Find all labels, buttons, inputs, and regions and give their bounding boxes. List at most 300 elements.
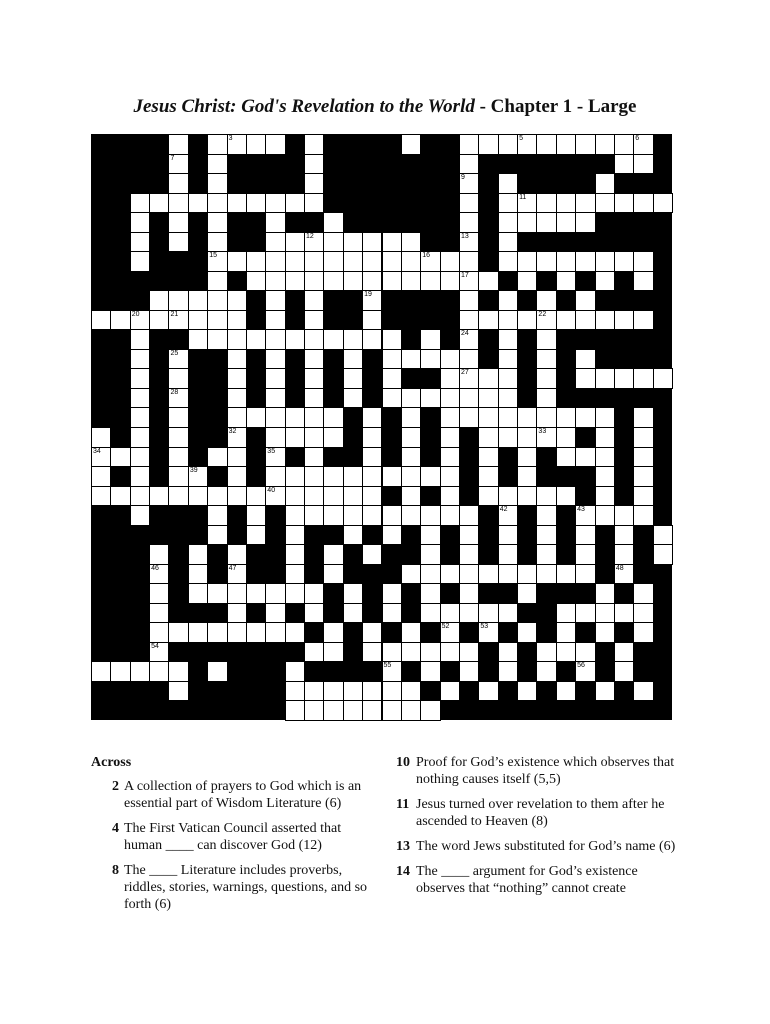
grid-cell[interactable] [459,661,479,682]
grid-cell[interactable] [517,447,537,468]
grid-cell[interactable] [304,583,324,604]
grid-cell[interactable] [265,134,285,155]
grid-cell[interactable] [168,310,188,331]
grid-cell[interactable] [440,447,460,468]
grid-cell[interactable] [440,466,460,487]
grid-cell[interactable] [265,427,285,448]
grid-cell[interactable] [304,407,324,428]
grid-cell[interactable] [149,544,169,565]
grid-cell[interactable] [91,466,111,487]
grid-cell[interactable] [420,603,440,624]
grid-cell[interactable] [478,603,498,624]
grid-cell[interactable] [149,603,169,624]
grid-cell[interactable] [575,564,595,585]
grid-cell[interactable] [420,700,440,721]
grid-cell[interactable] [420,388,440,409]
grid-cell[interactable] [323,700,343,721]
grid-cell[interactable] [440,388,460,409]
grid-cell[interactable] [343,388,363,409]
grid-cell[interactable] [575,603,595,624]
grid-cell[interactable] [227,388,247,409]
grid-cell[interactable] [149,193,169,214]
grid-cell[interactable] [188,544,208,565]
grid-cell[interactable] [633,271,653,292]
grid-cell[interactable] [323,486,343,507]
grid-cell[interactable] [323,544,343,565]
grid-cell[interactable] [343,349,363,370]
grid-cell[interactable] [459,583,479,604]
grid-cell[interactable] [227,329,247,350]
grid-cell[interactable] [653,368,673,389]
grid-cell[interactable] [130,310,150,331]
grid-cell[interactable] [227,290,247,311]
grid-cell[interactable] [498,173,518,194]
grid-cell[interactable] [382,661,402,682]
grid-cell[interactable] [401,622,421,643]
grid-cell[interactable] [362,466,382,487]
grid-cell[interactable] [343,486,363,507]
grid-cell[interactable] [653,193,673,214]
grid-cell[interactable] [149,642,169,663]
grid-cell[interactable] [556,447,576,468]
grid-cell[interactable] [168,388,188,409]
grid-cell[interactable] [246,329,266,350]
grid-cell[interactable] [362,271,382,292]
grid-cell[interactable] [498,290,518,311]
grid-cell[interactable] [130,232,150,253]
grid-cell[interactable] [633,154,653,175]
grid-cell[interactable] [246,525,266,546]
grid-cell[interactable] [478,368,498,389]
grid-cell[interactable] [536,388,556,409]
grid-cell[interactable] [130,193,150,214]
grid-cell[interactable] [498,349,518,370]
grid-cell[interactable] [285,329,305,350]
grid-cell[interactable] [401,466,421,487]
grid-cell[interactable] [653,544,673,565]
grid-cell[interactable] [382,505,402,526]
grid-cell[interactable] [265,388,285,409]
grid-cell[interactable] [420,349,440,370]
grid-cell[interactable] [401,134,421,155]
grid-cell[interactable] [401,642,421,663]
grid-cell[interactable] [595,271,615,292]
grid-cell[interactable] [459,173,479,194]
grid-cell[interactable] [401,271,421,292]
grid-cell[interactable] [420,564,440,585]
grid-cell[interactable] [149,564,169,585]
grid-cell[interactable] [536,525,556,546]
grid-cell[interactable] [595,681,615,702]
grid-cell[interactable] [498,388,518,409]
grid-cell[interactable] [285,486,305,507]
grid-cell[interactable] [207,622,227,643]
grid-cell[interactable] [536,251,556,272]
grid-cell[interactable] [168,290,188,311]
grid-cell[interactable] [246,505,266,526]
grid-cell[interactable] [401,388,421,409]
grid-cell[interactable] [246,407,266,428]
grid-cell[interactable] [575,642,595,663]
grid-cell[interactable] [149,310,169,331]
grid-cell[interactable] [227,564,247,585]
grid-cell[interactable] [362,505,382,526]
grid-cell[interactable] [536,368,556,389]
grid-cell[interactable] [633,251,653,272]
grid-cell[interactable] [382,642,402,663]
grid-cell[interactable] [440,603,460,624]
grid-cell[interactable] [130,388,150,409]
grid-cell[interactable] [498,232,518,253]
grid-cell[interactable] [536,134,556,155]
grid-cell[interactable] [110,486,130,507]
grid-cell[interactable] [614,661,634,682]
grid-cell[interactable] [595,134,615,155]
grid-cell[interactable] [168,349,188,370]
grid-cell[interactable] [498,486,518,507]
grid-cell[interactable] [265,193,285,214]
grid-cell[interactable] [91,486,111,507]
grid-cell[interactable] [478,486,498,507]
grid-cell[interactable] [343,329,363,350]
grid-cell[interactable] [207,251,227,272]
grid-cell[interactable] [459,251,479,272]
grid-cell[interactable] [517,310,537,331]
grid-cell[interactable] [285,193,305,214]
grid-cell[interactable] [595,173,615,194]
grid-cell[interactable] [168,134,188,155]
grid-cell[interactable] [401,407,421,428]
grid-cell[interactable] [556,486,576,507]
grid-cell[interactable] [459,407,479,428]
grid-cell[interactable] [401,427,421,448]
grid-cell[interactable] [304,642,324,663]
grid-cell[interactable] [536,486,556,507]
grid-cell[interactable] [459,193,479,214]
grid-cell[interactable] [168,622,188,643]
grid-cell[interactable] [246,134,266,155]
grid-cell[interactable] [595,505,615,526]
grid-cell[interactable] [633,134,653,155]
grid-cell[interactable] [323,505,343,526]
grid-cell[interactable] [517,466,537,487]
grid-cell[interactable] [130,427,150,448]
grid-cell[interactable] [517,271,537,292]
grid-cell[interactable] [168,173,188,194]
grid-cell[interactable] [304,271,324,292]
grid-cell[interactable] [362,407,382,428]
grid-cell[interactable] [323,642,343,663]
grid-cell[interactable] [420,329,440,350]
grid-cell[interactable] [265,466,285,487]
grid-cell[interactable] [227,447,247,468]
grid-cell[interactable] [459,388,479,409]
grid-cell[interactable] [304,154,324,175]
grid-cell[interactable] [478,447,498,468]
grid-cell[interactable] [633,505,653,526]
grid-cell[interactable] [401,232,421,253]
grid-cell[interactable] [536,310,556,331]
grid-cell[interactable] [207,212,227,233]
grid-cell[interactable] [556,622,576,643]
grid-cell[interactable] [227,193,247,214]
grid-cell[interactable] [304,486,324,507]
grid-cell[interactable] [498,329,518,350]
grid-cell[interactable] [207,525,227,546]
grid-cell[interactable] [207,173,227,194]
grid-cell[interactable] [556,212,576,233]
grid-cell[interactable] [595,310,615,331]
grid-cell[interactable] [168,681,188,702]
grid-cell[interactable] [382,603,402,624]
grid-cell[interactable] [207,505,227,526]
grid-cell[interactable] [440,368,460,389]
grid-cell[interactable] [304,193,324,214]
grid-cell[interactable] [478,407,498,428]
grid-cell[interactable] [285,622,305,643]
grid-cell[interactable] [633,427,653,448]
grid-cell[interactable] [575,368,595,389]
grid-cell[interactable] [536,505,556,526]
grid-cell[interactable] [595,603,615,624]
grid-cell[interactable] [459,564,479,585]
grid-cell[interactable] [459,349,479,370]
grid-cell[interactable] [207,310,227,331]
grid-cell[interactable] [323,271,343,292]
grid-cell[interactable] [536,290,556,311]
grid-cell[interactable] [536,564,556,585]
grid-cell[interactable] [362,681,382,702]
grid-cell[interactable] [362,427,382,448]
grid-cell[interactable] [130,407,150,428]
grid-cell[interactable] [382,271,402,292]
grid-cell[interactable] [130,505,150,526]
grid-cell[interactable] [459,271,479,292]
grid-cell[interactable] [227,427,247,448]
grid-cell[interactable] [440,622,460,643]
grid-cell[interactable] [168,154,188,175]
grid-cell[interactable] [246,583,266,604]
grid-cell[interactable] [536,407,556,428]
grid-cell[interactable] [478,388,498,409]
grid-cell[interactable] [420,525,440,546]
grid-cell[interactable] [401,681,421,702]
grid-cell[interactable] [285,407,305,428]
grid-cell[interactable] [382,232,402,253]
grid-cell[interactable] [517,134,537,155]
grid-cell[interactable] [304,700,324,721]
grid-cell[interactable] [459,505,479,526]
grid-cell[interactable] [653,525,673,546]
grid-cell[interactable] [517,564,537,585]
grid-cell[interactable] [343,251,363,272]
grid-cell[interactable] [149,583,169,604]
grid-cell[interactable] [440,642,460,663]
grid-cell[interactable] [595,466,615,487]
grid-cell[interactable] [633,407,653,428]
grid-cell[interactable] [556,681,576,702]
grid-cell[interactable] [227,134,247,155]
grid-cell[interactable] [285,466,305,487]
grid-cell[interactable] [343,505,363,526]
grid-cell[interactable] [478,564,498,585]
grid-cell[interactable] [614,525,634,546]
grid-cell[interactable] [343,700,363,721]
grid-cell[interactable] [362,251,382,272]
grid-cell[interactable] [440,681,460,702]
grid-cell[interactable] [323,251,343,272]
grid-cell[interactable] [285,505,305,526]
grid-cell[interactable] [440,271,460,292]
grid-cell[interactable] [304,388,324,409]
grid-cell[interactable] [595,407,615,428]
grid-cell[interactable] [517,486,537,507]
grid-cell[interactable] [149,622,169,643]
grid-cell[interactable] [285,564,305,585]
grid-cell[interactable] [265,232,285,253]
grid-cell[interactable] [440,349,460,370]
grid-cell[interactable] [556,603,576,624]
grid-cell[interactable] [401,349,421,370]
grid-cell[interactable] [130,447,150,468]
grid-cell[interactable] [207,232,227,253]
grid-cell[interactable] [207,583,227,604]
grid-cell[interactable] [304,134,324,155]
grid-cell[interactable] [207,329,227,350]
grid-cell[interactable] [227,603,247,624]
grid-cell[interactable] [265,447,285,468]
grid-cell[interactable] [614,193,634,214]
grid-cell[interactable] [459,525,479,546]
grid-cell[interactable] [556,251,576,272]
grid-cell[interactable] [382,388,402,409]
grid-cell[interactable] [188,622,208,643]
grid-cell[interactable] [227,486,247,507]
grid-cell[interactable] [207,486,227,507]
grid-cell[interactable] [91,447,111,468]
grid-cell[interactable] [498,251,518,272]
grid-cell[interactable] [575,134,595,155]
grid-cell[interactable] [459,290,479,311]
grid-cell[interactable] [323,622,343,643]
grid-cell[interactable] [614,642,634,663]
grid-cell[interactable] [130,251,150,272]
grid-cell[interactable] [304,173,324,194]
grid-cell[interactable] [401,251,421,272]
grid-cell[interactable] [498,193,518,214]
grid-cell[interactable] [285,700,305,721]
grid-cell[interactable] [207,271,227,292]
grid-cell[interactable] [130,349,150,370]
grid-cell[interactable] [168,661,188,682]
grid-cell[interactable] [227,466,247,487]
grid-cell[interactable] [149,290,169,311]
grid-cell[interactable] [498,310,518,331]
grid-cell[interactable] [304,368,324,389]
grid-cell[interactable] [168,486,188,507]
grid-cell[interactable] [459,154,479,175]
grid-cell[interactable] [207,154,227,175]
grid-cell[interactable] [556,193,576,214]
grid-cell[interactable] [575,290,595,311]
grid-cell[interactable] [343,271,363,292]
grid-cell[interactable] [168,427,188,448]
grid-cell[interactable] [168,407,188,428]
grid-cell[interactable] [246,486,266,507]
grid-cell[interactable] [575,310,595,331]
grid-cell[interactable] [168,193,188,214]
grid-cell[interactable] [575,505,595,526]
grid-cell[interactable] [285,271,305,292]
grid-cell[interactable] [285,232,305,253]
grid-cell[interactable] [478,681,498,702]
grid-cell[interactable] [633,622,653,643]
grid-cell[interactable] [382,681,402,702]
grid-cell[interactable] [420,251,440,272]
grid-cell[interactable] [420,642,440,663]
grid-cell[interactable] [498,661,518,682]
grid-cell[interactable] [498,525,518,546]
grid-cell[interactable] [459,603,479,624]
grid-cell[interactable] [149,661,169,682]
grid-cell[interactable] [130,466,150,487]
grid-cell[interactable] [517,251,537,272]
grid-cell[interactable] [575,349,595,370]
grid-cell[interactable] [575,525,595,546]
grid-cell[interactable] [595,427,615,448]
grid-cell[interactable] [265,603,285,624]
grid-cell[interactable] [459,310,479,331]
grid-cell[interactable] [401,700,421,721]
grid-cell[interactable] [536,212,556,233]
grid-cell[interactable] [130,661,150,682]
grid-cell[interactable] [459,368,479,389]
grid-cell[interactable] [323,232,343,253]
grid-cell[interactable] [382,466,402,487]
grid-cell[interactable] [265,583,285,604]
grid-cell[interactable] [382,329,402,350]
grid-cell[interactable] [304,251,324,272]
grid-cell[interactable] [168,447,188,468]
grid-cell[interactable] [595,622,615,643]
grid-cell[interactable] [362,544,382,565]
grid-cell[interactable] [459,642,479,663]
grid-cell[interactable] [304,290,324,311]
grid-cell[interactable] [246,622,266,643]
grid-cell[interactable] [478,271,498,292]
grid-cell[interactable] [420,466,440,487]
grid-cell[interactable] [633,310,653,331]
grid-cell[interactable] [575,407,595,428]
grid-cell[interactable] [285,525,305,546]
grid-cell[interactable] [343,232,363,253]
grid-cell[interactable] [382,525,402,546]
grid-cell[interactable] [188,564,208,585]
grid-cell[interactable] [304,447,324,468]
grid-cell[interactable] [207,193,227,214]
grid-cell[interactable] [420,583,440,604]
grid-cell[interactable] [265,271,285,292]
grid-cell[interactable] [188,290,208,311]
grid-cell[interactable] [633,486,653,507]
grid-cell[interactable] [168,368,188,389]
grid-cell[interactable] [188,193,208,214]
grid-cell[interactable] [614,544,634,565]
grid-cell[interactable] [265,329,285,350]
grid-cell[interactable] [91,661,111,682]
grid-cell[interactable] [91,310,111,331]
grid-cell[interactable] [478,622,498,643]
